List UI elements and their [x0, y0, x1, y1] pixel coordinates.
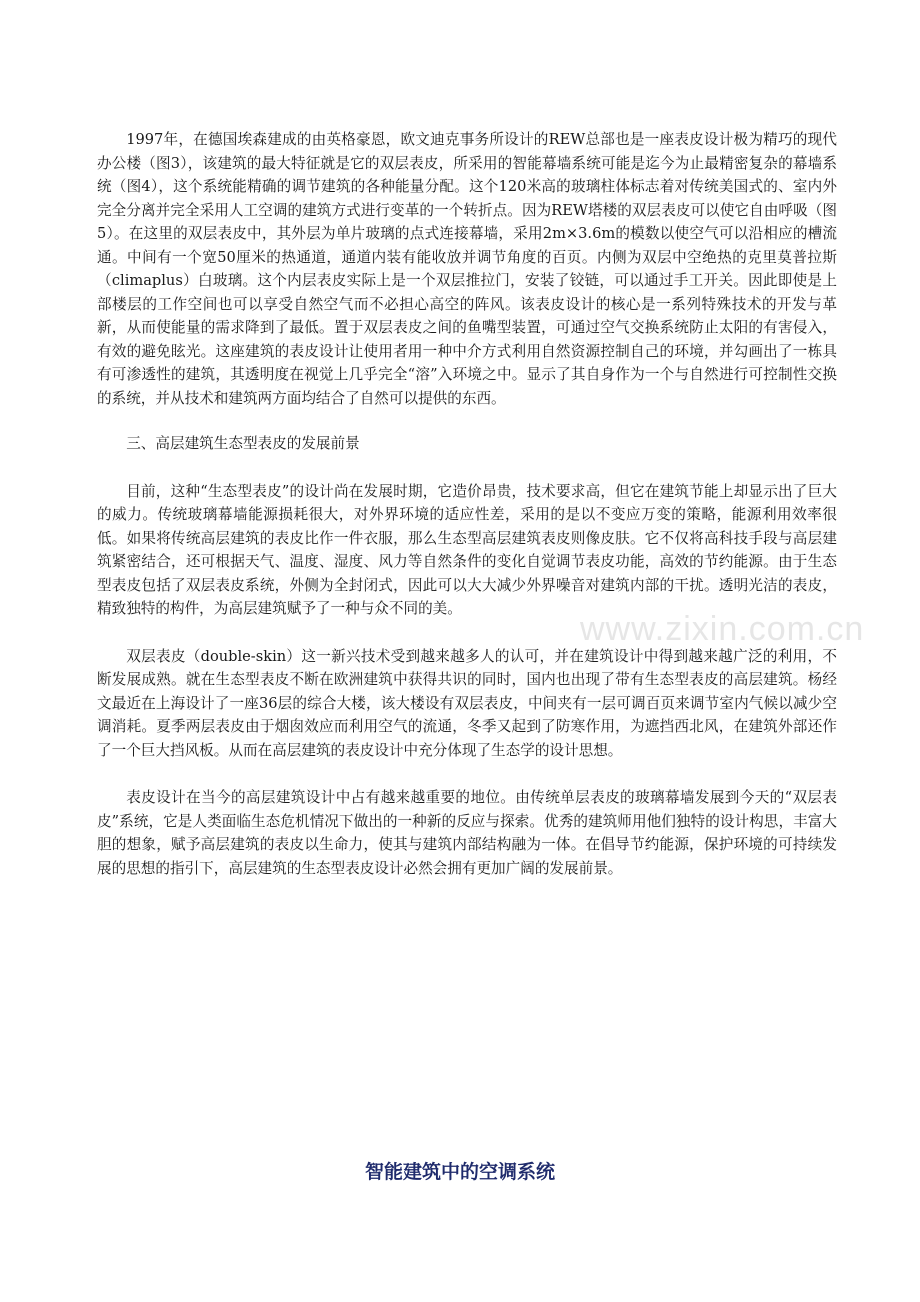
document-body: [97, 128, 837, 880]
paragraph-rew-headquarters: 1997年，在德国埃森建成的由英格豪恩，欧文迪克事务所设计的REW总部也是一座表皮设计极为精巧的现代办公楼（图3），该建筑的最大特征就是它的双层表皮，所采用的智能幕墙系统可能是迄今为止最精密复杂的幕墙系统（图4），这个系统能精确的调节建筑的各种能量分配。这个120米高的玻璃柱体标志着对传统美国式的、室内外完全分离并完全采用人工空调的建筑方式进行变革的一个转折点。因为REW塔楼的双层表皮可以使它自由呼吸（图5）。在这里的双层表皮中，其外层为单片玻璃的点式连接幕墙，采用2m×3.6m的模数以使空气可以沿相应的槽流通。中间有一个宽50厘米的热通道，通道内装有能收放并调节角度的百页。内侧为双层中空绝热的克里莫普拉斯（climaplus）白玻璃。这个内层表皮实际上是一个双层推拉门，安装了铰链，可以通过手工开关。因此即使是上部楼层的工作空间也可以享受自然空气而不必担心高空的阵风。该表皮设计的核心是一系列特殊技术的开发与革新，从而使能量的需求降到了最低。置于双层表皮之间的鱼嘴型装置，可通过空气交换系统防止太阳的有害侵入，有效的避免眩光。这座建筑的表皮设计让使用者用一种中介方式利用自然资源控制自己的环境，并勾画出了一栋具有可渗透性的建筑，其透明度在视觉上几乎完全“溶”入环境之中。显示了其自身作为一个与自然进行可控制性交换的系统，并从技术和建筑两方面均结合了自然可以提供的东西。: [97, 131, 837, 407]
spacer: [97, 762, 837, 786]
paragraph-conclusion: 表皮设计在当今的高层建筑设计中占有越来越重要的地位。由传统单层表皮的玻璃幕墙发展到今天的“双层表皮”系统，它是人类面临生态危机情况下做出的一种新的反应与探索。优秀的建筑师用他们独特的设计构思，丰富大胆的想象，赋予高层建筑的表皮以生命力，使其与建筑内部结构融为一体。在倡导节约能源，保护环境的可持续发展的思想的指引下，高层建筑的生态型表皮设计必然会拥有更加广阔的发展前景。: [97, 789, 837, 877]
paragraph-double-skin: 双层表皮（double-skin）这一新兴技术受到越来越多人的认可，并在建筑设计中得到越来越广泛的利用，不断发展成熟。就在生态型表皮不断在欧洲建筑中获得共识的同时，国内也出现了带有生态型表皮的高层建筑。杨经文最近在上海设计了一座36层的综合大楼，该大楼设有双层表皮，中间夹有一层可调百页来调节室内气候以减少空调消耗。夏季两层表皮由于烟囱效应而利用空气的流通，冬季又起到了防寒作用，为遮挡西北风，在建筑外部还作了一个巨大挡风板。从而在高层建筑的表皮设计中充分体现了生态学的设计思想。: [97, 647, 837, 759]
spacer: [97, 621, 837, 645]
watermark: www.zixin.com.cn: [580, 610, 865, 648]
spacer: [97, 410, 837, 432]
spacer: [97, 456, 837, 480]
next-article-title: 智能建筑中的空调系统: [364, 1161, 555, 1183]
paragraph-eco-skin: 目前，这种“生态型表皮”的设计尚在发展时期，它造价昂贵，技术要求高，但它在建筑节能上却显示出了巨大的威力。传统玻璃幕墙能源损耗很大，对外界环境的适应性差，采用的是以不变应万变的策略，能源利用效率很低。如果将传统高层建筑的表皮比作一件衣服，那么生态型高层建筑表皮则像皮肤。它不仅将高科技手段与高层建筑紧密结合，还可根据天气、温度、湿度、风力等自然条件的变化自觉调节表皮功能，高效的节约能源。由于生态型表皮包括了双层表皮系统，外侧为全封闭式，因此可以大大减少外界噪音对建筑内部的干扰。透明光洁的表皮，精致独特的构件，为高层建筑赋予了一种与众不同的美。: [97, 482, 837, 617]
section-heading: 三、高层建筑生态型表皮的发展前景: [126, 435, 360, 452]
